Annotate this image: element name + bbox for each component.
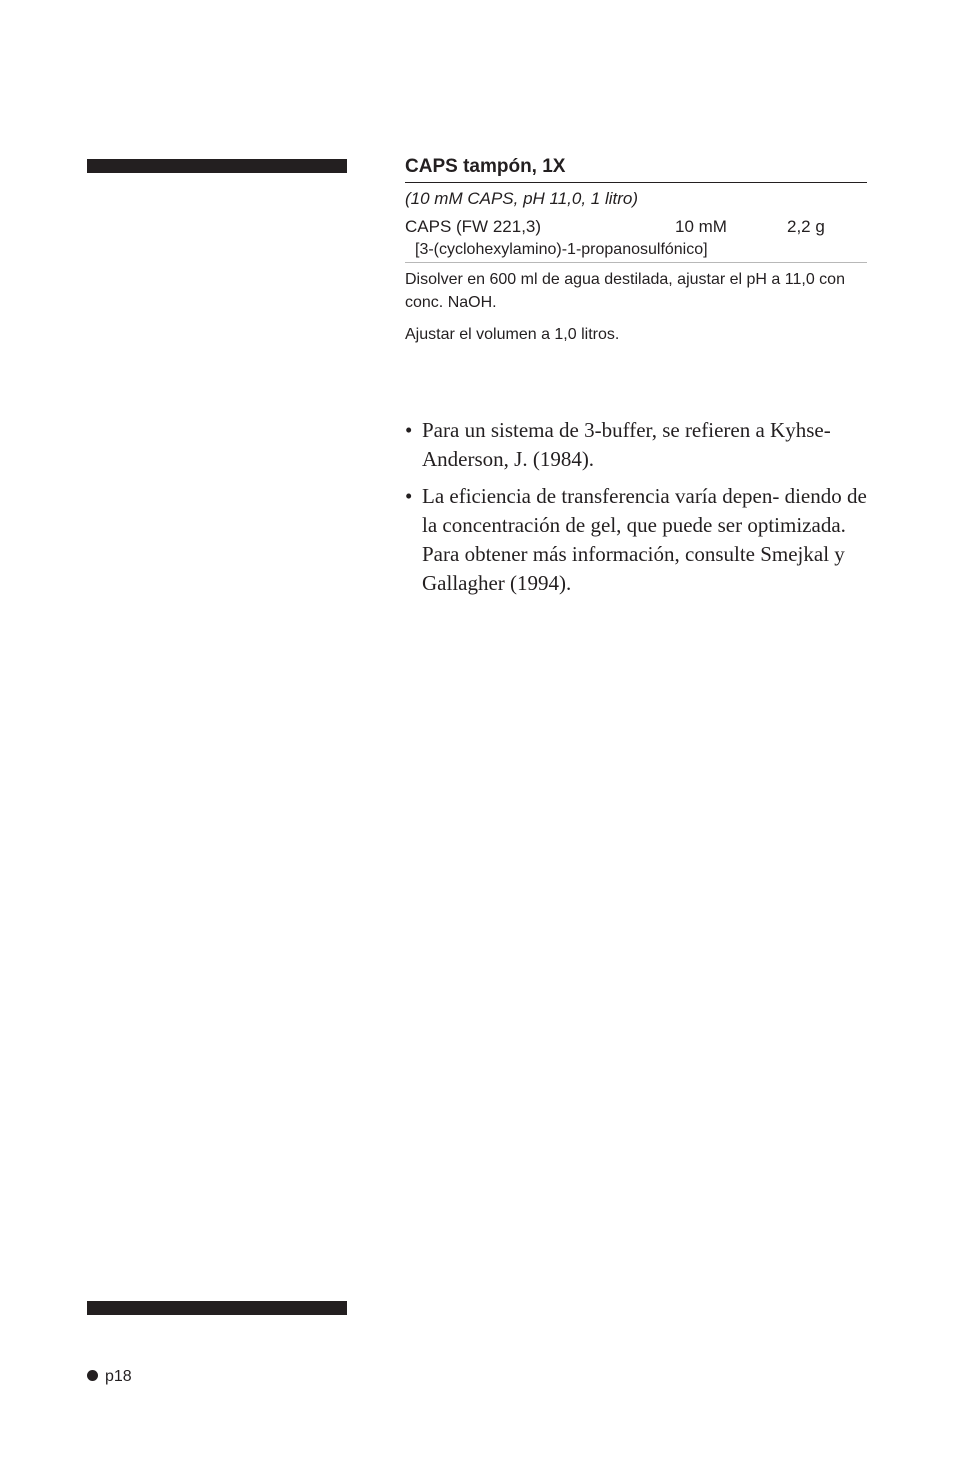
recipe-step: Ajustar el volumen a 1,0 litros. xyxy=(405,326,620,343)
bullet-icon: • xyxy=(405,484,413,508)
page-number: p18 xyxy=(105,1368,132,1385)
page-footer xyxy=(87,1367,132,1387)
recipe-subtitle: (10 mM CAPS, pH 11,0, 1 litro) xyxy=(405,189,639,208)
section-bar-bottom xyxy=(87,1301,347,1315)
note-text: La eficiencia de transferencia varía depen- diendo de la concentración de gel, que puede ser optimizada. Para obtener más información, consulte Smejkal y Gallagher (1994). xyxy=(422,484,867,595)
note-text: Para un sistema de 3-buffer, se refieren a Kyhse-Anderson, J. (1984). xyxy=(422,418,831,471)
ingredient-description: [3-(cyclohexylamino)-1-propanosulfónico] xyxy=(415,241,708,258)
ingredient-concentration: 10 mM xyxy=(675,217,727,236)
bullet-icon: • xyxy=(405,418,413,442)
recipe-title: CAPS tampón, 1X xyxy=(405,155,867,183)
list-item xyxy=(405,482,875,598)
ingredient-amount: 2,2 g xyxy=(787,217,825,236)
list-item xyxy=(405,416,875,474)
notes-list xyxy=(405,416,875,598)
section-bar-top xyxy=(87,159,347,173)
circle-bullet-icon xyxy=(87,1370,98,1381)
ingredient-row xyxy=(405,216,867,263)
recipe-step: Disolver en 600 ml de agua destilada, ajustar el pH a 11,0 con conc. NaOH. xyxy=(405,271,845,311)
recipe-block xyxy=(405,155,867,346)
ingredient-name: CAPS (FW 221,3) xyxy=(405,217,542,236)
